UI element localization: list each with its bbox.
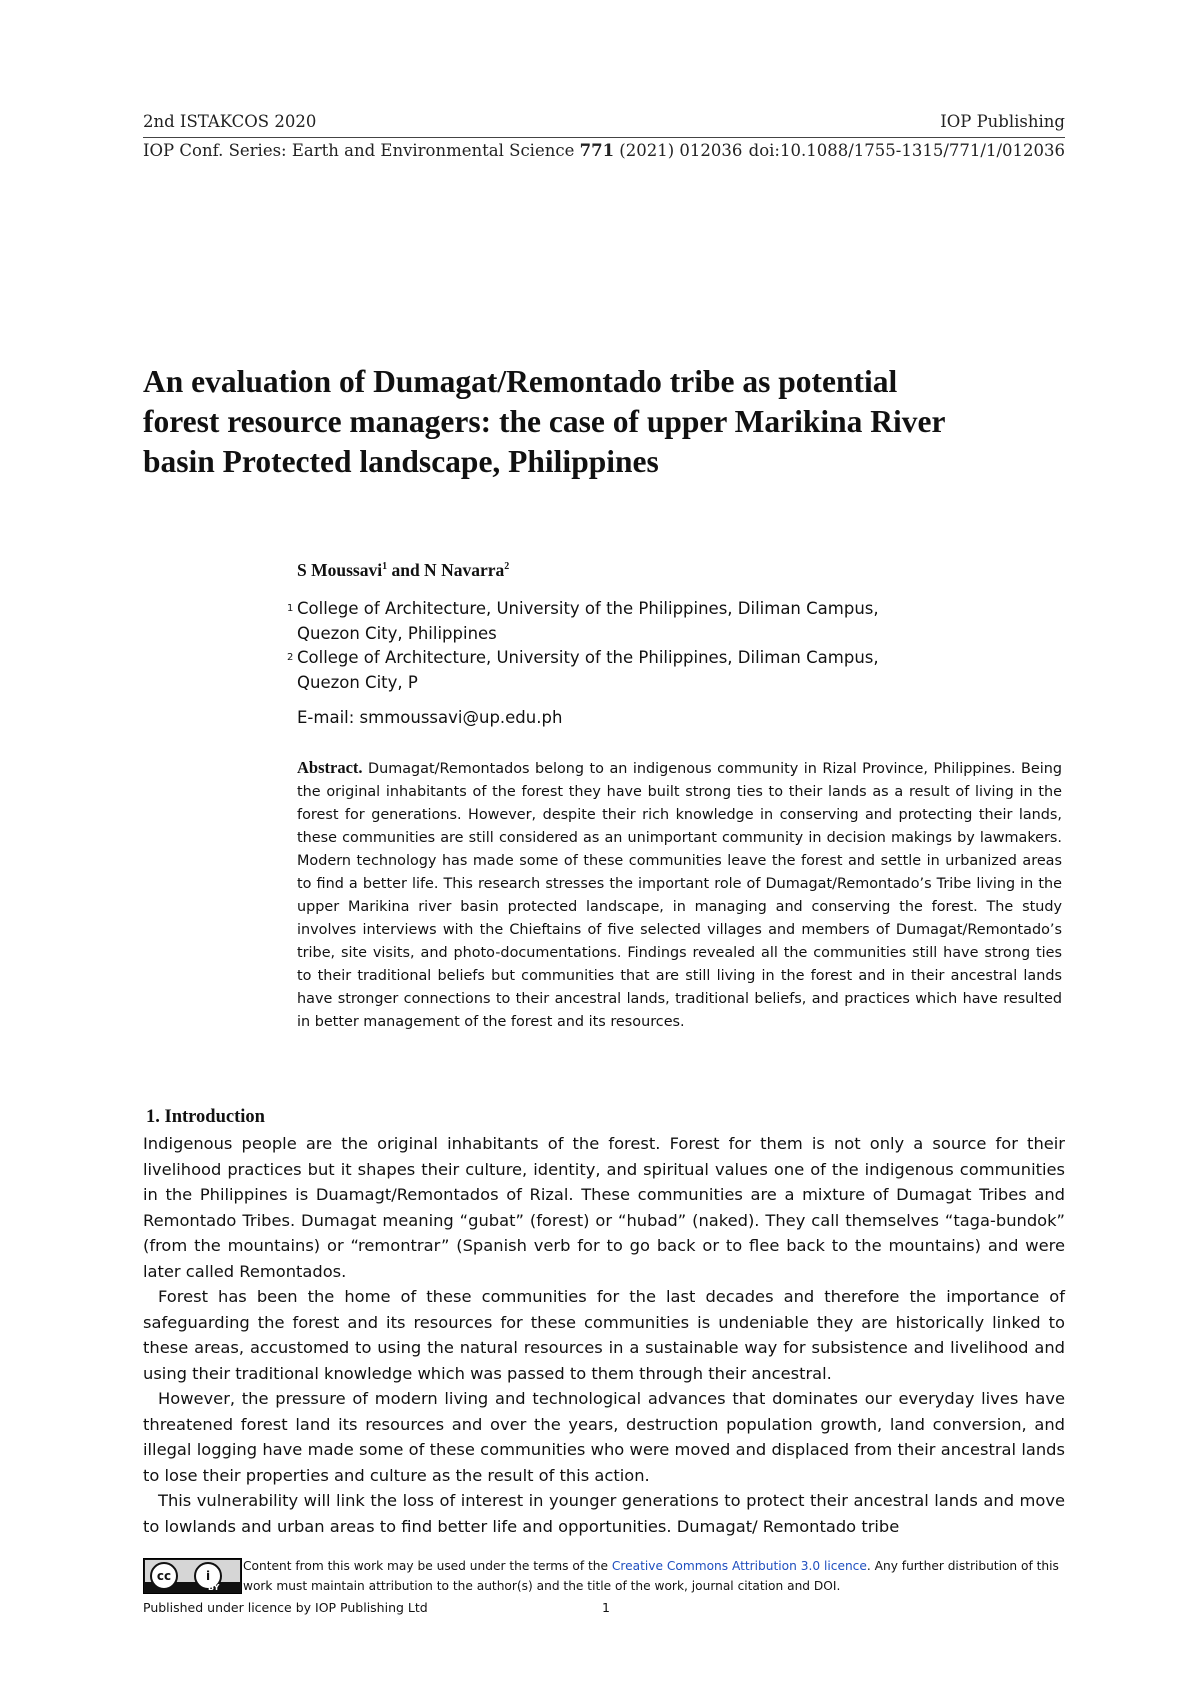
affiliation-line: College of Architecture, University of the Philippines, Diliman Campus, [297, 648, 879, 667]
section-heading-introduction: 1. Introduction [146, 1107, 265, 1127]
paper-title [143, 362, 1083, 482]
series-line [143, 141, 1065, 163]
by-label: BY [208, 1583, 220, 1592]
body-paragraph: However, the pressure of modern living and technological advances that dominates our everyday lives have threatened forest land its resources and over the years, destruction population growth, land conversion, and illegal logging have made some of these communities who were moved and displaced from their ancestral lands to lose their properties and culture as the result of this action. [143, 1389, 1065, 1485]
abstract [297, 756, 1062, 1034]
license-link[interactable]: Creative Commons Attribution 3.0 licence [611, 1559, 867, 1573]
affiliation-line: Quezon City, Philippines [297, 624, 497, 643]
page-number: 1 [602, 1600, 610, 1615]
series-year-id: (2021) 012036 [614, 141, 743, 160]
affiliation-marker: 1 [382, 561, 388, 573]
cc-icon: cc [150, 1562, 178, 1590]
running-header [143, 112, 1065, 134]
abstract-text: Dumagat/Remontados belong to an indigenous community in Rizal Province, Philippines. Being the original inhabitants of the forest they have built strong ties to their lands as a result of living in the forest for generations. However, despite their rich knowledge in conserving and protecting their lands, these communities are still considered as an unimportant community in decision makings by lawmakers. Modern technology has made some of these communities leave the forest and settle in urbanized areas to find a better life. This research stresses the important role of Dumagat/Remontado’s Tribe living in the upper Marikina river basin protected landscape, in managing and conserving the forest. The study involves interviews with the Chieftains of five selected villages and members of Dumagat/Remontado’s tribe, site visits, and photo-documentations. Findings revealed all the communities still have strong ties to their traditional beliefs but communities that are still living in the forest and in their ancestral lands have stronger connections to their ancestral lands, traditional beliefs, and practices which have resulted in better management of the forest and its resources. [297, 761, 1062, 1030]
license-text [243, 1556, 1065, 1596]
author-name: and N Navarra [387, 560, 505, 580]
affiliation-1 [287, 596, 879, 646]
license-block [143, 1556, 1065, 1596]
author-name: S Moussavi [297, 560, 383, 580]
doi[interactable]: doi:10.1088/1755-1315/771/1/012036 [748, 141, 1065, 160]
published-under-licence: Published under licence by IOP Publishing Ltd [143, 1600, 428, 1615]
affiliation-marker: 2 [287, 652, 294, 663]
series-name: IOP Conf. Series: Earth and Environmental Science [143, 141, 580, 160]
body-paragraph: Indigenous people are the original inhabitants of the forest. Forest for them is not only a source for their livelihood practices but it shapes their culture, identity, and spiritual values one of the indigenous communities in the Philippines is Duamagt/Remontados of Rizal. These communities are a mixture of Dumagat Tribes and Remontado Tribes. Dumagat meaning “gubat” (forest) or “hubad” (naked). They call themselves “taga-bundok” (from the mountains) or “remontrar” (Spanish verb for to go back or to flee back to the mountains) and were later called Remontados. [143, 1134, 1065, 1281]
affiliation-line: College of Architecture, University of the Philippines, Diliman Campus, [297, 599, 879, 618]
affiliation-2 [287, 645, 879, 695]
license-text-post: . Any further distribution of this work must maintain attribution to the author(s) and the title of the work, journal citation and DOI. [243, 1559, 1059, 1593]
introduction-body [143, 1131, 1065, 1539]
attribution-icon: i [194, 1562, 222, 1590]
affiliation-line: Quezon City, P [297, 673, 418, 692]
series-volume: 771 [579, 141, 615, 160]
affiliation-marker: 1 [287, 603, 294, 614]
publisher-name: IOP Publishing [940, 112, 1065, 131]
cc-by-badge-icon[interactable] [143, 1558, 242, 1594]
author-list [297, 560, 509, 581]
abstract-label: Abstract. [297, 758, 363, 777]
title-line: forest resource managers: the case of upper Marikina River [143, 404, 946, 439]
title-line: An evaluation of Dumagat/Remontado tribe as potential [143, 364, 898, 399]
affiliation-marker: 2 [504, 561, 510, 573]
body-paragraph: This vulnerability will link the loss of interest in younger generations to protect their ancestral lands and move to lowlands and urban areas to find better life and opportunities. Dumagat/ Remontado tribe [143, 1491, 1065, 1536]
conference-name: 2nd ISTAKCOS 2020 [143, 112, 317, 131]
license-text-pre: Content from this work may be used under the terms of the [243, 1559, 612, 1573]
series-citation [143, 141, 742, 163]
header-rule [143, 137, 1065, 138]
title-line: basin Protected landscape, Philippines [143, 444, 659, 479]
contact-email[interactable]: E-mail: smmoussavi@up.edu.ph [297, 708, 563, 727]
body-paragraph: Forest has been the home of these communities for the last decades and therefore the importance of safeguarding the forest and its resources for these communities is undeniable they are historically linked to these areas, accustomed to using the natural resources in a sustainable way for subsistence and livelihood and using their traditional knowledge which was passed to them through their ancestral. [143, 1287, 1065, 1383]
